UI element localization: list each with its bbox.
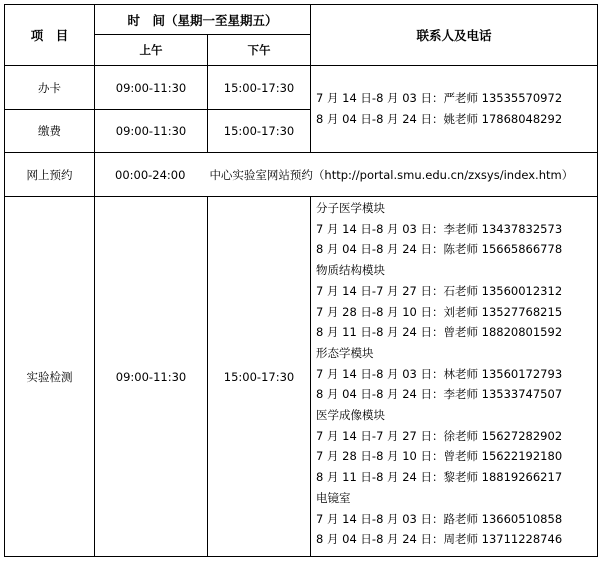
contact-line: 8 月 04 日-8 月 24 日：陈老师 15665866778	[316, 242, 563, 257]
row-lab-pm: 15:00-17:30	[208, 197, 311, 557]
contact-line: 7 月 14 日-8 月 03 日：林老师 13560172793	[316, 366, 563, 381]
contact-line: 8 月 11 日-8 月 24 日：曾老师 18820801592	[316, 325, 563, 340]
contact-line: 7 月 14 日-8 月 03 日：李老师 13437832573	[316, 221, 563, 236]
contact-line: 7 月 14 日-7 月 27 日：石老师 13560012312	[316, 283, 563, 298]
row-card-am: 09:00-11:30	[95, 66, 208, 110]
row-card-name: 办卡	[5, 66, 95, 110]
contact-line: 7 月 14 日-8 月 03 日：路老师 13660510858	[316, 511, 563, 526]
schedule-table	[4, 4, 598, 557]
lab-contacts	[311, 197, 598, 557]
row-online-time: 00:00-24:00	[115, 167, 186, 182]
header-item: 项 目	[5, 5, 95, 66]
contact-line: 7 月 14 日-8 月 03 日：严老师 13535570972	[316, 91, 563, 106]
module-heading: 医学成像模块	[316, 408, 386, 423]
header-contact: 联系人及电话	[311, 5, 598, 66]
module-heading: 分子医学模块	[316, 201, 386, 215]
row-fee-name: 缴费	[5, 110, 95, 153]
header-morning: 上午	[95, 35, 208, 66]
header-time: 时 间（星期一至星期五）	[95, 5, 311, 35]
contact-line: 8 月 04 日-8 月 24 日：李老师 13533747507	[316, 387, 563, 402]
row-fee-pm: 15:00-17:30	[208, 110, 311, 153]
card-fee-contacts	[311, 66, 598, 153]
module-heading: 形态学模块	[316, 345, 374, 360]
module-heading: 物质结构模块	[316, 263, 386, 278]
contact-line: 8 月 04 日-8 月 24 日：周老师 13711228746	[316, 532, 563, 547]
header-afternoon: 下午	[208, 35, 311, 66]
row-lab-name: 实验检测	[5, 197, 95, 557]
contact-line: 8 月 04 日-8 月 24 日：姚老师 17868048292	[316, 112, 563, 126]
row-online-name: 网上预约	[5, 153, 95, 197]
row-fee-am: 09:00-11:30	[95, 110, 208, 153]
row-online-note: 中心实验室网站预约（http://portal.smu.edu.cn/zxsys/index.htm）	[209, 167, 574, 182]
row-online-detail	[95, 153, 598, 197]
row-lab-am: 09:00-11:30	[95, 197, 208, 557]
contact-line: 7 月 28 日-8 月 10 日：刘老师 13527768215	[316, 304, 563, 319]
contact-line: 8 月 11 日-8 月 24 日：黎老师 18819266217	[316, 470, 563, 485]
contact-line: 7 月 14 日-7 月 27 日：徐老师 15627282902	[316, 428, 563, 443]
module-heading: 电镜室	[316, 490, 351, 505]
contact-line: 7 月 28 日-8 月 10 日：曾老师 15622192180	[316, 449, 563, 464]
row-card-pm: 15:00-17:30	[208, 66, 311, 110]
